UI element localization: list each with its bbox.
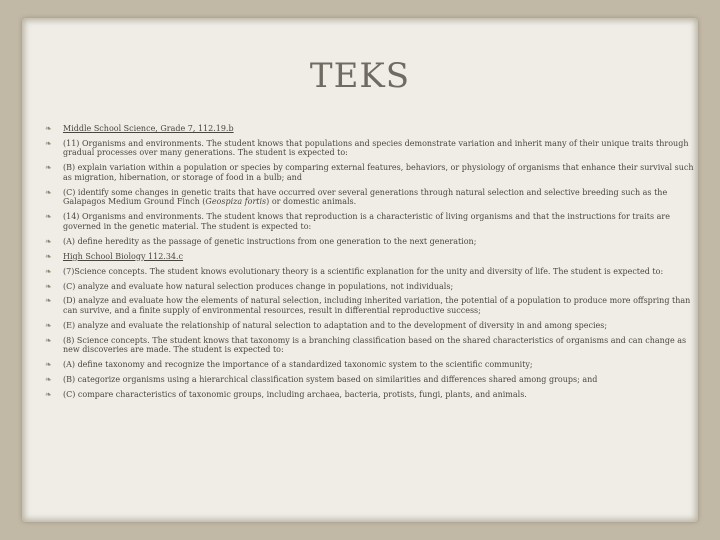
list-item bbox=[45, 336, 695, 355]
list-item-text: (B) explain variation within a population or species by comparing external features, behaviors, or physiology of organisms that enhance their survival such as migration, hibernation, or storage of food in a bulb; and bbox=[63, 163, 694, 182]
list-item bbox=[45, 252, 695, 262]
slide-title: TEKS bbox=[309, 56, 411, 96]
list-item-text: (14) Organisms and environments. The student knows that reproduction is a characteristic of living organisms and that the instructions for traits are governed in the genetic material. The student is expected to: bbox=[63, 212, 670, 231]
list-item bbox=[45, 237, 695, 247]
list-item-text: (A) define taxonomy and recognize the importance of a standardized taxonomic system to the scientific community; bbox=[63, 360, 533, 370]
list-item bbox=[45, 267, 695, 277]
feather-bullet-icon: ❧ bbox=[45, 163, 52, 173]
list-item-text: (7)Science concepts. The student knows evolutionary theory is a scientific explanation for the unity and diversity of life. The student is expected to: bbox=[63, 266, 664, 276]
list-item-text: ) or domestic animals. bbox=[266, 197, 357, 207]
list-item-text: (D) analyze and evaluate how the elements of natural selection, including inherited variation, the potential of a population to produce more offspring than can survive, and a finite supply of environmental resources, result in differential reproductive success; bbox=[63, 296, 691, 315]
standard-link-high-school[interactable]: High School Biology 112.34.c bbox=[63, 251, 184, 261]
feather-bullet-icon: ❧ bbox=[45, 296, 52, 306]
list-item bbox=[45, 390, 695, 400]
list-item bbox=[45, 188, 695, 207]
list-item bbox=[45, 321, 695, 331]
feather-bullet-icon: ❧ bbox=[45, 320, 52, 330]
list-item bbox=[45, 163, 695, 182]
feather-bullet-icon: ❧ bbox=[45, 187, 52, 197]
list-item bbox=[45, 124, 695, 134]
list-item-text: (E) analyze and evaluate the relationship of natural selection to adaptation and to the development of diversity in and among species; bbox=[63, 320, 608, 330]
list-item-text: (C) identify some changes in genetic traits that have occurred over several generations through natural selection and selective breeding such as the Galapagos Medium Ground Finch ( bbox=[63, 187, 668, 207]
feather-bullet-icon: ❧ bbox=[45, 335, 52, 345]
list-item bbox=[45, 375, 695, 385]
feather-bullet-icon: ❧ bbox=[45, 251, 52, 261]
list-item-text: (C) analyze and evaluate how natural selection produces change in populations, not individuals; bbox=[63, 281, 454, 291]
feather-bullet-icon: ❧ bbox=[45, 124, 52, 133]
feather-bullet-icon: ❧ bbox=[45, 138, 52, 148]
list-item-text: (C) compare characteristics of taxonomic groups, including archaea, bacteria, protists, fungi, plants, and animals. bbox=[63, 390, 527, 400]
feather-bullet-icon: ❧ bbox=[45, 281, 52, 291]
list-item-text: (8) Science concepts. The student knows that taxonomy is a branching classification based on the shared characteristics of organisms and can change as new discoveries are made. The student is expected to: bbox=[63, 335, 687, 355]
feather-bullet-icon: ❧ bbox=[45, 236, 52, 246]
feather-bullet-icon: ❧ bbox=[45, 375, 52, 385]
list-item bbox=[45, 139, 695, 158]
bullet-list bbox=[45, 124, 695, 405]
list-item bbox=[45, 360, 695, 370]
feather-bullet-icon: ❧ bbox=[45, 360, 52, 370]
feather-bullet-icon: ❧ bbox=[45, 266, 52, 276]
feather-bullet-icon: ❧ bbox=[45, 212, 52, 222]
species-name: Geospiza fortis bbox=[205, 197, 267, 207]
list-item bbox=[45, 296, 695, 315]
list-item bbox=[45, 282, 695, 292]
list-item-text: (A) define heredity as the passage of genetic instructions from one generation to the next generation; bbox=[63, 236, 477, 246]
list-item-text: (11) Organisms and environments. The student knows that populations and species demonstrate variation and inherit many of their unique traits through gradual processes over many generations. The student is expected to: bbox=[63, 138, 689, 158]
list-item bbox=[45, 212, 695, 231]
feather-bullet-icon: ❧ bbox=[45, 390, 52, 400]
standard-link-middle-school[interactable]: Middle School Science, Grade 7, 112.19.b bbox=[63, 124, 234, 133]
list-item-text: (B) categorize organisms using a hierarchical classification system based on similarities and differences shared among groups; and bbox=[63, 375, 598, 385]
